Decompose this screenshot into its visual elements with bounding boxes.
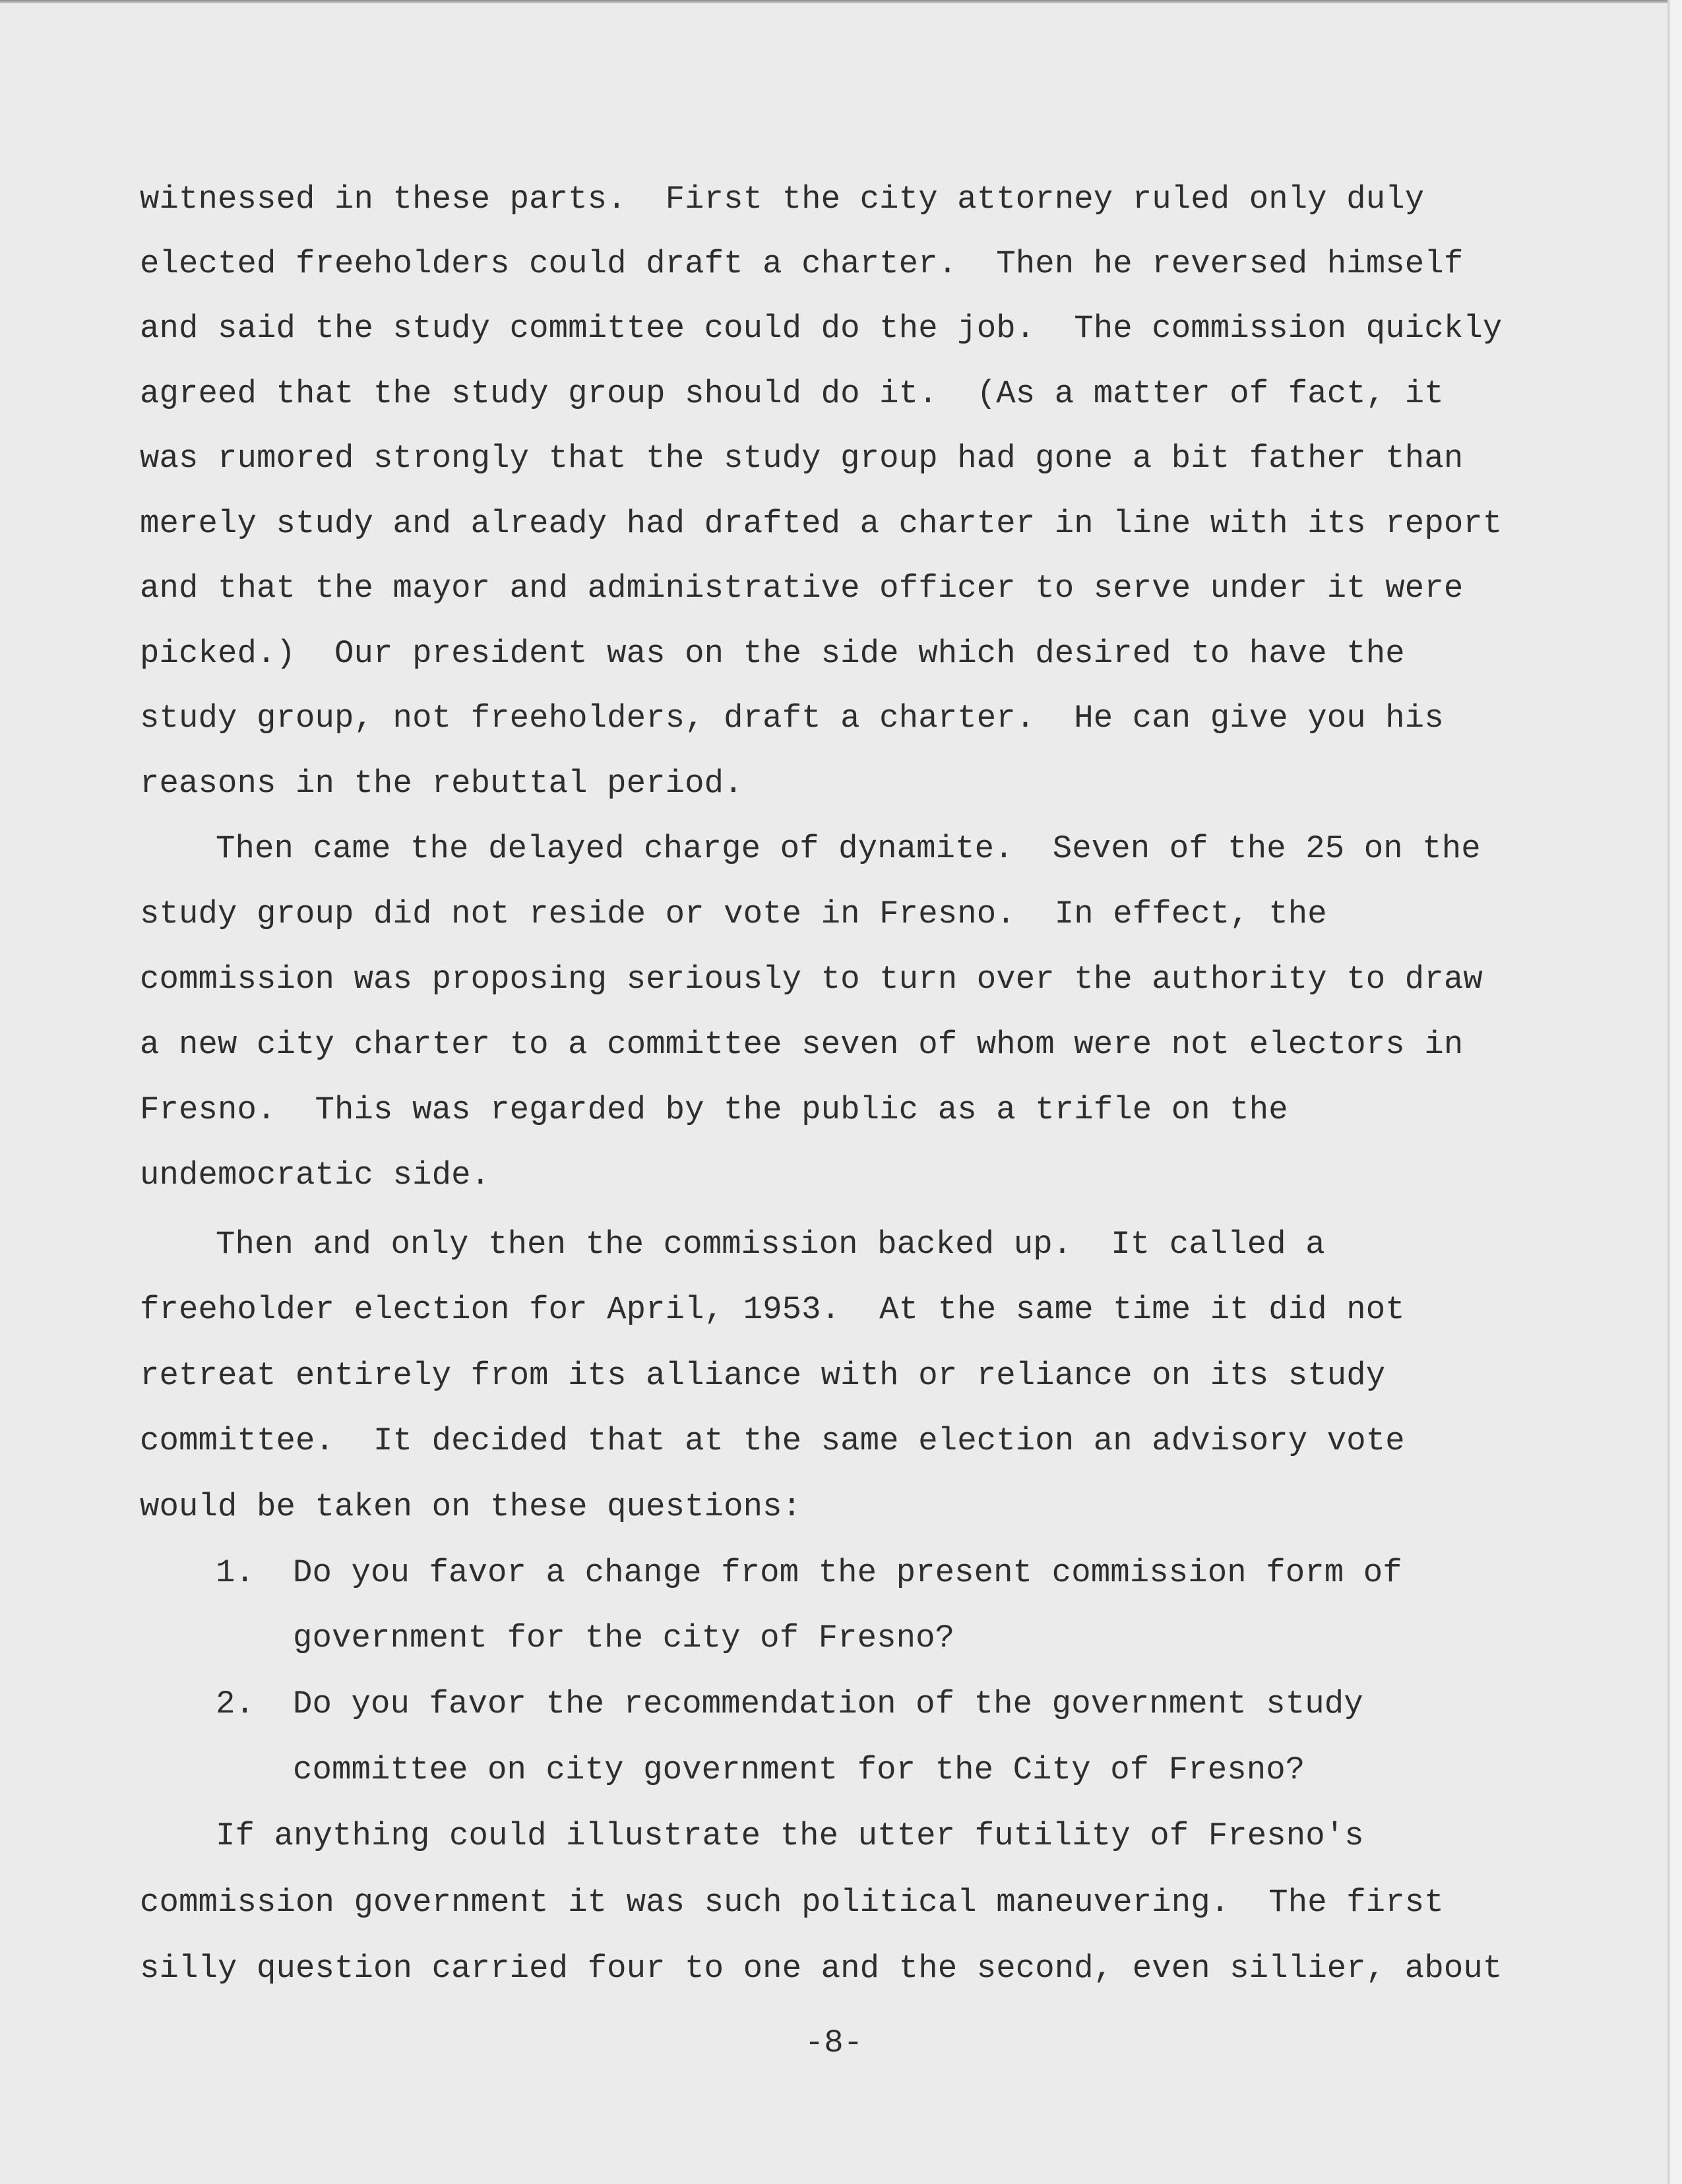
text-line: study group, not freeholders, draft a charter. He can give you his: [140, 700, 1444, 737]
text-line: was rumored strongly that the study group had gone a bit father than: [140, 440, 1464, 477]
text-line: Then and only then the commission backed up. It called a: [216, 1226, 1325, 1263]
text-line: a new city charter to a committee seven of whom were not electors in: [140, 1026, 1464, 1063]
page-number: -8-: [804, 2024, 863, 2061]
text-line: picked.) Our president was on the side which desired to have the: [140, 635, 1405, 672]
text-line: silly question carried four to one and the second, even sillier, about: [140, 1950, 1503, 1987]
text-line: and that the mayor and administrative officer to serve under it were: [140, 570, 1464, 607]
text-line: commission government it was such political maneuvering. The first: [140, 1884, 1444, 1921]
text-line: Then came the delayed charge of dynamite. Seven of the 25 on the: [216, 830, 1481, 867]
text-line: elected freeholders could draft a charter. Then he reversed himself: [140, 245, 1464, 282]
text-line: and said the study committee could do the job. The commission quickly: [140, 310, 1503, 347]
text-line: Do you favor the recommendation of the government study: [293, 1685, 1363, 1722]
text-line: study group did not reside or vote in Fresno. In effect, the: [140, 895, 1327, 932]
text-line: committee. It decided that at the same election an advisory vote: [140, 1422, 1405, 1459]
scan-margin-strip: [1669, 0, 1682, 2184]
list-item-number: 2.: [216, 1685, 255, 1722]
text-line: retreat entirely from its alliance with or reliance on its study: [140, 1357, 1386, 1394]
text-line: freeholder election for April, 1953. At the same time it did not: [140, 1291, 1405, 1328]
text-line: If anything could illustrate the utter futility of Fresno's: [216, 1817, 1364, 1854]
text-line: reasons in the rebuttal period.: [140, 765, 743, 802]
text-line: would be taken on these questions:: [140, 1488, 802, 1525]
text-line: agreed that the study group should do it. (As a matter of fact, it: [140, 375, 1444, 412]
text-line: commission was proposing seriously to turn over the authority to draw: [140, 961, 1483, 998]
text-line: merely study and already had drafted a charter in line with its report: [140, 505, 1503, 542]
text-line: Do you favor a change from the present commission form of: [293, 1554, 1402, 1591]
text-line: Fresno. This was regarded by the public as a trifle on the: [140, 1091, 1288, 1128]
text-line: witnessed in these parts. First the city attorney ruled only duly: [140, 181, 1425, 218]
text-line: committee on city government for the City of Fresno?: [293, 1751, 1305, 1788]
text-line: government for the city of Fresno?: [293, 1620, 955, 1656]
text-line: undemocratic side.: [140, 1157, 491, 1194]
list-item-number: 1.: [216, 1554, 255, 1591]
